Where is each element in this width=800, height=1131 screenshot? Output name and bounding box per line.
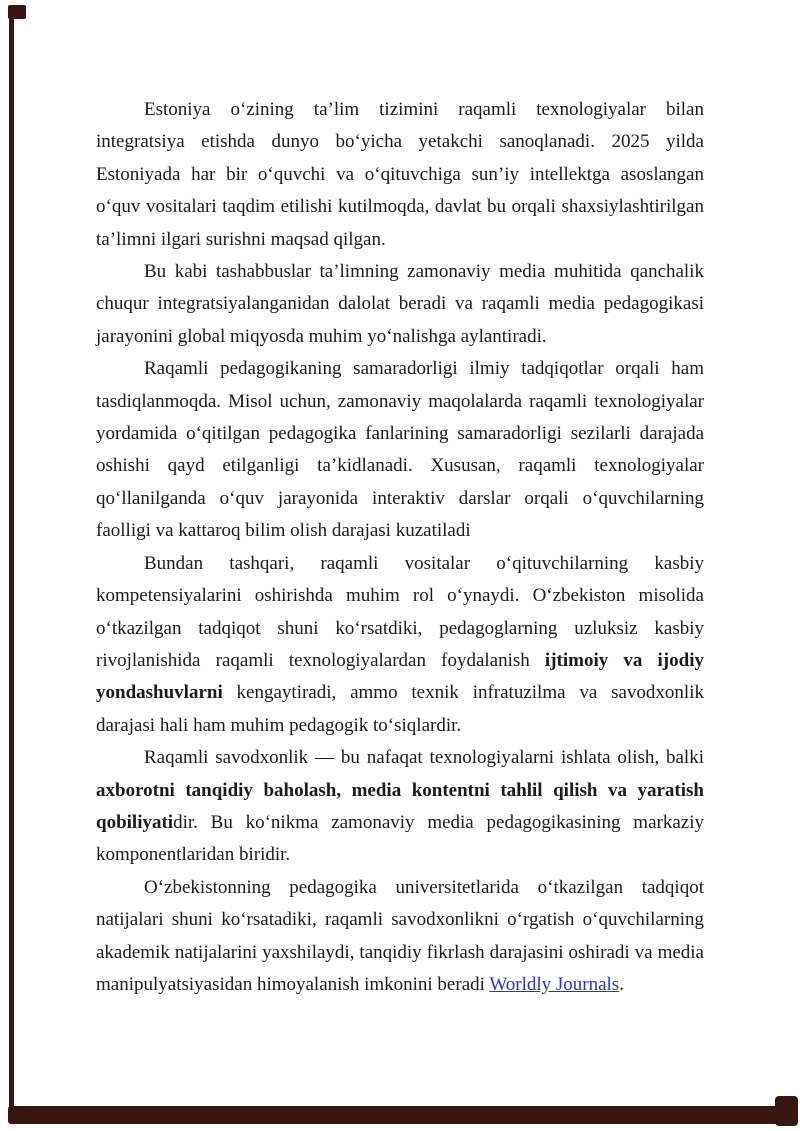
paragraph-text: Raqamli pedagogikaning samaradorligi ilmiy tadqiqotlar orqali ham tasdiqlanmoqda. Misol uchun, zamonaviy maqolalarda raqamli texnologiyalar yordamida o‘qitilgan pedagogika fanlarining samaradorligi sezilarli darajada oshishi qayd etilganligi ta’kidlanadi. Xususan, raqamli texnologiyalar qo‘llanilganda o‘quv jarayonida interaktiv darslar orqali o‘quvchilarning faolligi va kattaroq bilim olish darajasi kuzatiladi (96, 358, 704, 542)
paragraph-estonia (96, 94, 704, 256)
paragraph-text: Bundan tashqari, raqamli vositalar o‘qituvchilarning kasbiy kompetensiyalarini oshirishda muhim rol o‘ynaydi. O‘zbekiston misolida o‘tkazilgan tadqiqot shuni ko‘rsatdiki, pedagoglarning uzluksiz kasbiy rivojlanishida raqamli texnologiyalardan foydalanish (96, 552, 704, 671)
paragraph-research-effectiveness (96, 353, 704, 547)
bold-text-critical-evaluation: axborotni tanqidiy baholash, media kontentni tahlil qilish va yaratish qobiliyati (96, 779, 704, 833)
scan-edge-bottom-band (8, 1106, 796, 1124)
paragraph-text: kengaytiradi, ammo texnik infratuzilma va savodxonlik darajasi hali ham muhim pedagogik to‘siqlardir. (96, 682, 704, 736)
scan-edge-left-line (9, 14, 14, 1112)
paragraph-text: Estoniya o‘zining ta’lim tizimini raqamli texnologiyalar bilan integratsiya etishda dunyo bo‘yicha yetakchi sanoqlanadi. 2025 yilda Estoniyada har bir o‘quvchi va o‘qituvchiga sun’iy intellektga asoslangan o‘quv vositalari taqdim etilishi kutilmoqda, davlat bu orqali shaxsiylashtirilgan ta’limni ilgari surishni maqsad qilgan. (96, 99, 704, 250)
paragraph-text: O‘zbekistonning pedagogika universitetlarida o‘tkazilgan tadqiqot natijalari shuni ko‘rsatadiki, raqamli savodxonlikni o‘rgatish o‘quvchilarning akademik natijalarini yaxshilaydi, tanqidiy fikrlash darajasini oshiradi va media manipulyatsiyasidan himoyalanish imkonini beradi (96, 876, 704, 995)
paragraph-teacher-competence (96, 548, 704, 742)
paragraph-initiatives (96, 256, 704, 353)
worldly-journals-link[interactable]: Worldly Journals (489, 973, 620, 995)
paragraph-text: . (619, 973, 624, 995)
paragraph-uzbekistan-universities (96, 872, 704, 1002)
bold-text-social-creative-approaches: ijtimoiy va ijodiy yondashuvlarni (96, 649, 704, 704)
paragraph-digital-literacy (96, 742, 704, 872)
paragraph-text: Bu kabi tashabbuslar ta’limning zamonaviy media muhitida qanchalik chuqur integratsiyalanganidan dalolat beradi va raqamli media pedagogikasi jarayonini global miqyosda muhim yo‘nalishga aylantiradi. (96, 261, 704, 347)
paragraph-text: Raqamli savodxonlik — bu nafaqat texnologiyalarni ishlata olish, balki (144, 747, 704, 769)
scan-edge-bottom-right-mark (775, 1096, 798, 1126)
document-page (96, 94, 704, 1001)
paragraph-text: dir. Bu ko‘nikma zamonaviy media pedagogikasining markaziy komponentlaridan biridir. (96, 811, 704, 866)
